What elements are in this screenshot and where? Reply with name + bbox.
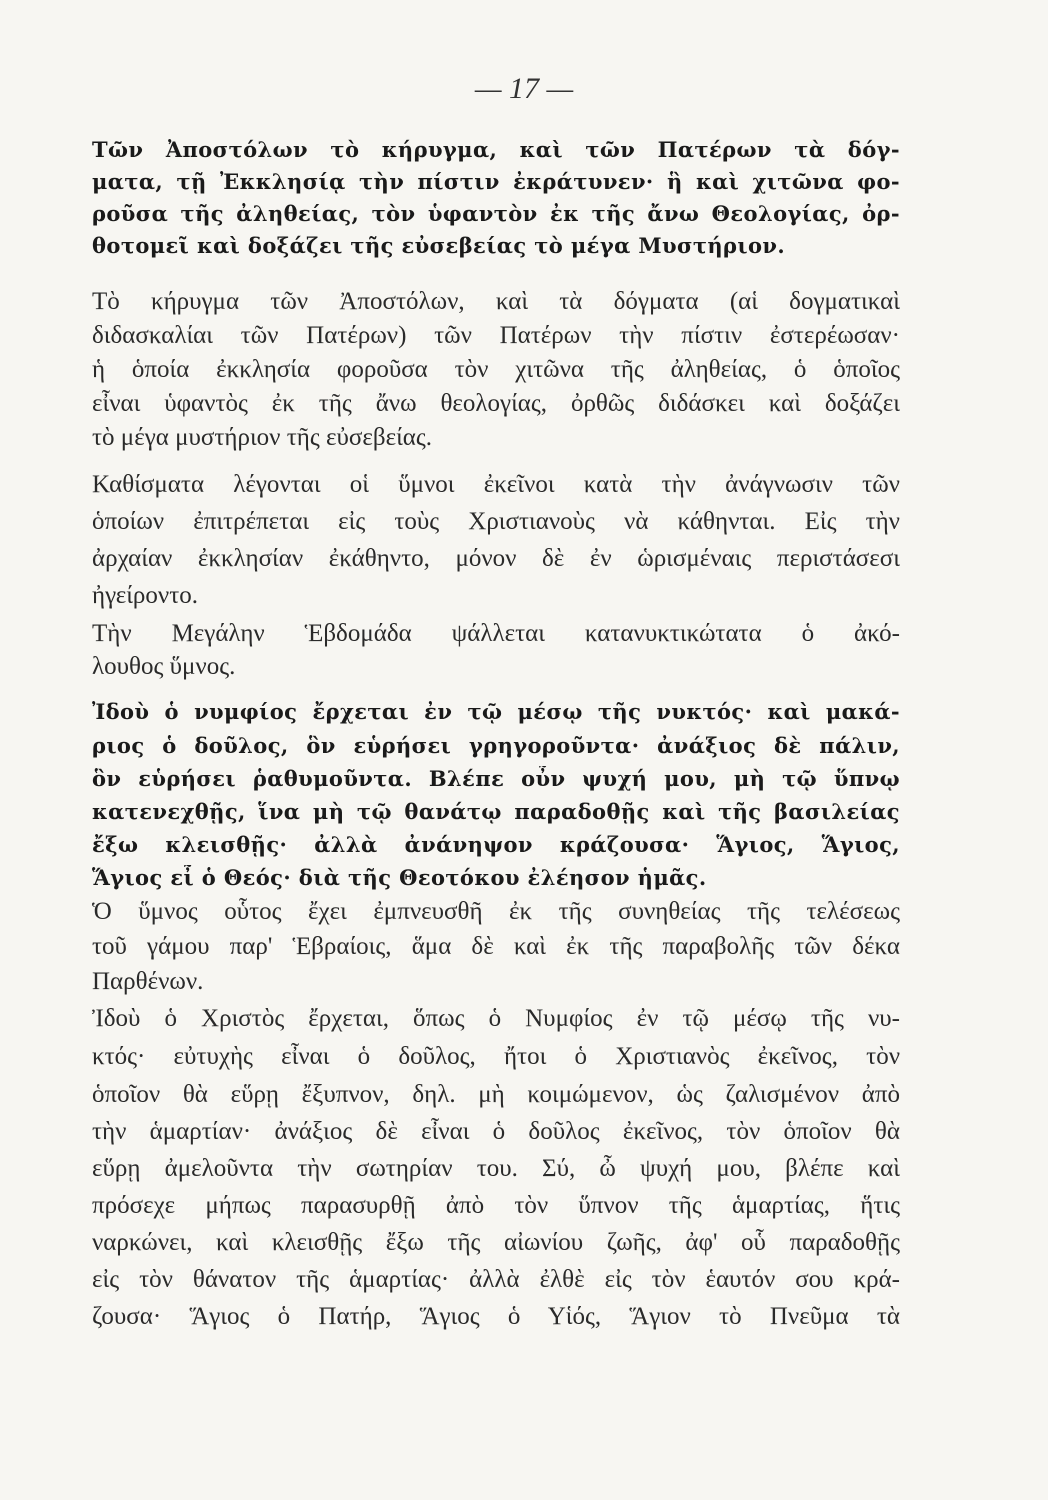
text-line: Ἰδοὺ ὁ Χριστὸς ἔρχεται, ὅπως ὁ Νυμφίος ἐν τῷ μέσῳ τῆς νυ- xyxy=(92,1005,900,1032)
page-number: — 17 — xyxy=(474,72,574,105)
text-line: Καθίσματα λέγονται οἱ ὕμνοι ἐκεῖνοι κατὰ τὴν ἀνάγνωσιν τῶν xyxy=(92,471,900,498)
text-line: Ὁ ὕμνος οὗτος ἔχει ἐμπνευσθῆ ἐκ τῆς συνηθείας τῆς τελέσεως xyxy=(92,898,900,925)
text-line: Ἰδοὺ ὁ νυμφίος ἔρχεται ἐν τῷ μέσῳ τῆς νυκτός· καὶ μακά- xyxy=(92,699,900,724)
text-line: ὃν εὑρήσει ῥαθυμοῦντα. Βλέπε οὖν ψυχή μου, μὴ τῷ ὕπνῳ xyxy=(92,766,900,791)
text-line: ἀρχαίαν ἐκκλησίαν ἐκάθηντο, μόνον δὲ ἐν ὡρισμέναις περιστάσεσι xyxy=(92,545,900,572)
text-line: τὸ μέγα μυστήριον τῆς εὐσεβείας. xyxy=(92,424,433,451)
text-line: Παρθένων. xyxy=(92,968,204,995)
text-line: εἶναι ὑφαντὸς ἐκ τῆς ἄνω θεολογίας, ὀρθῶς διδάσκει καὶ δοξάζει xyxy=(92,390,900,417)
text-line: τοῦ γάμου παρ' Ἑβραίοις, ἅμα δὲ καὶ ἐκ τῆς παραβολῆς τῶν δέκα xyxy=(92,933,900,960)
text-line: ἡ ὁποία ἐκκλησία φοροῦσα τὸν χιτῶνα τῆς ἀληθείας, ὁ ὁποῖος xyxy=(92,356,900,383)
text-line: Τῶν Ἀποστόλων τὸ κήρυγμα, καὶ τῶν Πατέρων τὰ δόγ- xyxy=(92,137,900,162)
text-line: τὴν ἁμαρτίαν· ἀνάξιος δὲ εἶναι ὁ δοῦλος ἐκεῖνος, τὸν ὁποῖον θὰ xyxy=(92,1118,900,1145)
text-line: ριος ὁ δοῦλος, ὃν εὑρήσει γρηγοροῦντα· ἀνάξιος δὲ πάλιν, xyxy=(92,733,900,758)
text-line: πρόσεχε μήπως παρασυρθῇ ἀπὸ τὸν ὕπνον τῆς ἁμαρτίας, ἥτις xyxy=(92,1192,900,1219)
text-line: κτός· εὐτυχὴς εἶναι ὁ δοῦλος, ἤτοι ὁ Χριστιανὸς ἐκεῖνος, τὸν xyxy=(92,1043,900,1070)
text-line: Τὴν Μεγάλην Ἑβδομάδα ψάλλεται κατανυκτικώτατα ὁ ἀκό- xyxy=(92,620,900,647)
text-line: εὕρῃ ἀμελοῦντα τὴν σωτηρίαν του. Σύ, ὦ ψυχή μου, βλέπε καὶ xyxy=(92,1155,900,1182)
text-line: ἠγείροντο. xyxy=(92,582,198,609)
text-line: ὁποῖον θὰ εὕρῃ ἔξυπνον, δηλ. μὴ κοιμώμενον, ὡς ζαλισμένον ἀπὸ xyxy=(92,1081,900,1108)
text-line: κατενεχθῇς, ἵνα μὴ τῷ θανάτῳ παραδοθῇς καὶ τῆς βασιλείας xyxy=(92,799,900,824)
text-line: Τὸ κήρυγμα τῶν Ἀποστόλων, καὶ τὰ δόγματα (αἱ δογματικαὶ xyxy=(92,288,900,315)
text-line: ροῦσα τῆς ἀληθείας, τὸν ὑφαντὸν ἐκ τῆς ἄνω Θεολογίας, ὀρ- xyxy=(92,201,900,226)
text-line: Ἅγιος εἶ ὁ Θεός· διὰ τῆς Θεοτόκου ἐλέησον ἡμᾶς. xyxy=(92,865,707,890)
text-line: ναρκώνει, καὶ κλεισθῇς ἔξω τῆς αἰωνίου ζωῆς, ἀφ' οὗ παραδοθῇς xyxy=(92,1229,900,1256)
text-line: θοτομεῖ καὶ δοξάζει τῆς εὐσεβείας τὸ μέγα Μυστήριον. xyxy=(92,233,786,258)
text-line: ὁποίων ἐπιτρέπεται εἰς τοὺς Χριστιανοὺς νὰ κάθηνται. Εἰς τὴν xyxy=(92,508,900,535)
text-line: ἔξω κλεισθῇς· ἀλλὰ ἀνάνηψον κράζουσα· Ἅγιος, Ἅγιος, xyxy=(92,832,900,857)
text-line: ματα, τῇ Ἐκκλησίᾳ τὴν πίστιν ἐκράτυνεν· ἣ καὶ χιτῶνα φο- xyxy=(92,169,900,194)
text-line: λουθος ὕμνος. xyxy=(92,653,236,680)
text-line: διδασκαλίαι τῶν Πατέρων) τῶν Πατέρων τὴν πίστιν ἐστερέωσαν· xyxy=(92,322,900,349)
text-line: ζουσα· Ἅγιος ὁ Πατήρ, Ἅγιος ὁ Υἱός, Ἅγιον τὸ Πνεῦμα τὰ xyxy=(92,1303,900,1330)
text-line: εἰς τὸν θάνατον τῆς ἁμαρτίας· ἀλλὰ ἐλθὲ εἰς τὸν ἑαυτόν σου κρά- xyxy=(92,1266,900,1293)
